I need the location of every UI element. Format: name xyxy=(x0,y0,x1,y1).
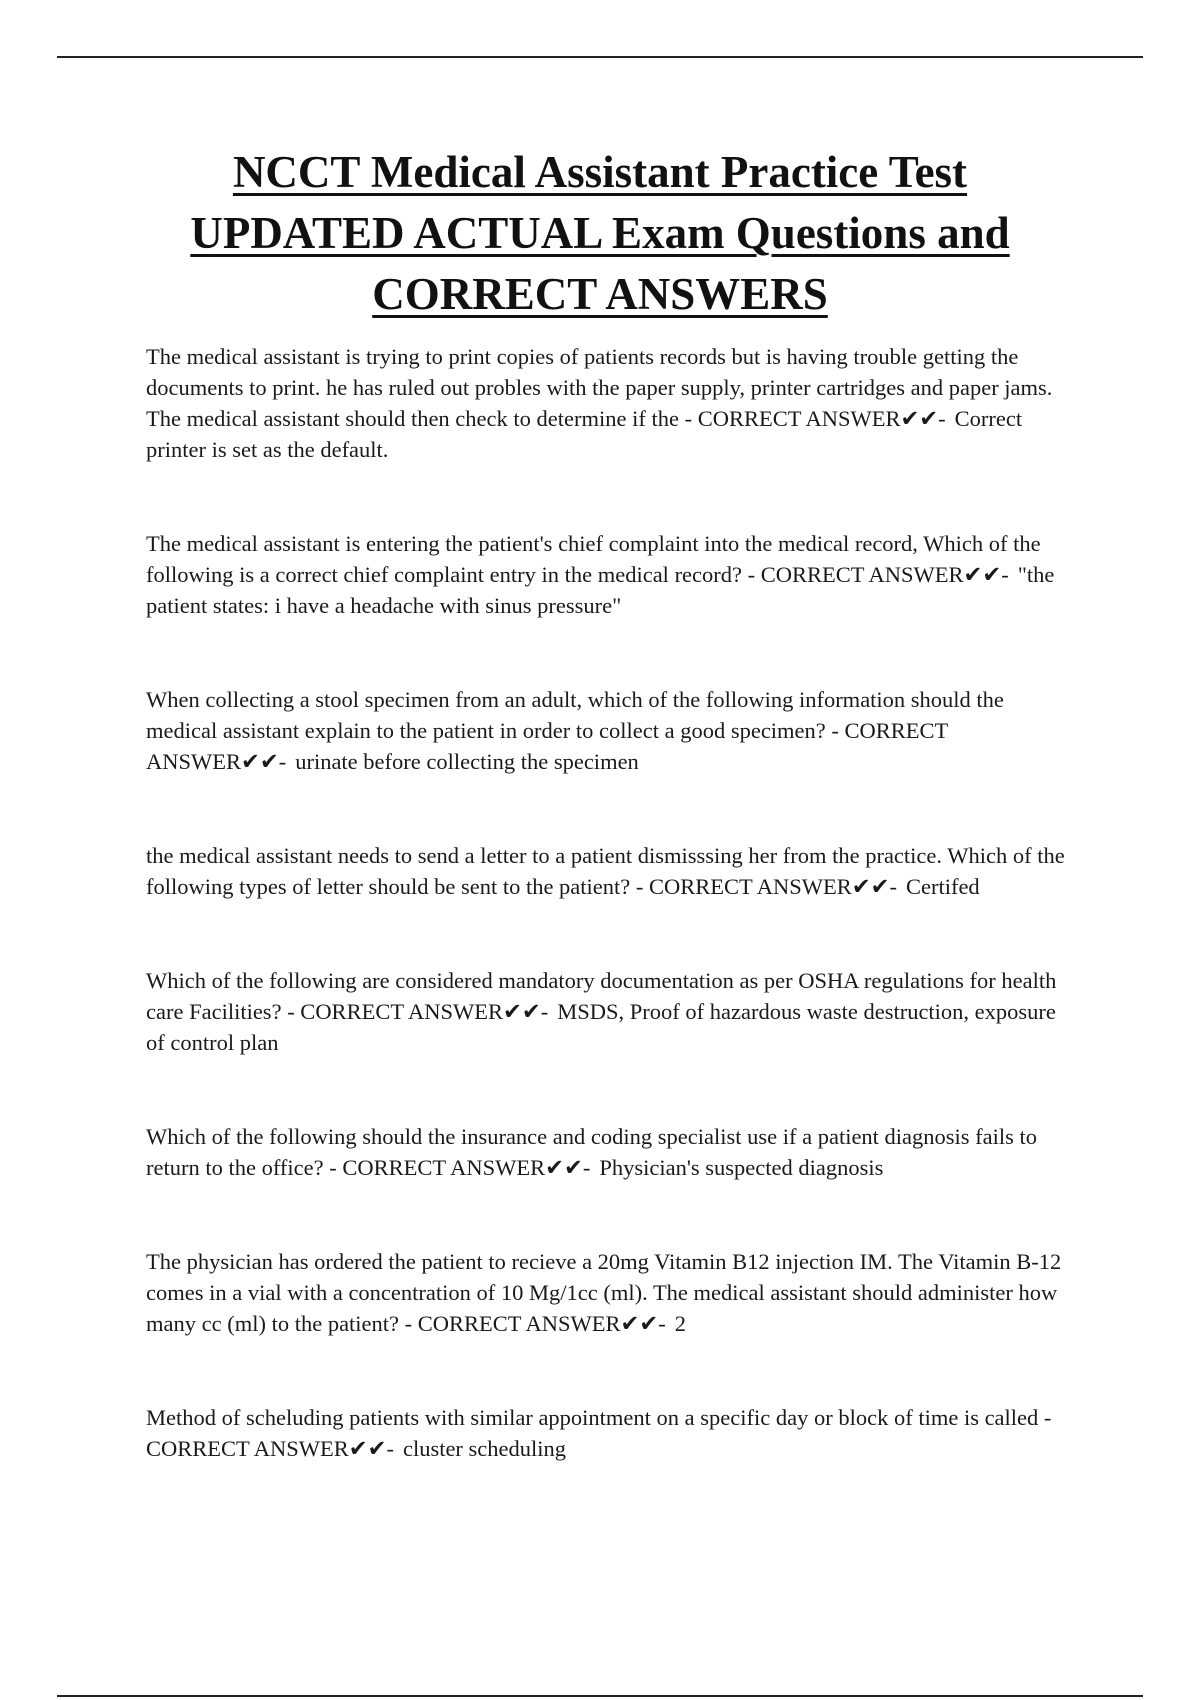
qa-item-8 xyxy=(146,1402,1066,1464)
qa-item-5 xyxy=(146,965,1066,1058)
question-text: Which of the following are considered mandatory documentation as per OSHA regulations for health care Facilities? xyxy=(146,968,1057,1024)
answer-text: MSDS, Proof of hazardous waste destruction, exposure of control plan xyxy=(146,999,1056,1055)
correct-answer-tag: - CORRECT ANSWER✔✔- xyxy=(404,1311,666,1336)
correct-answer-tag: - CORRECT ANSWER✔✔- xyxy=(684,406,946,431)
question-text: The medical assistant is entering the patient's chief complaint into the medical record, Which of the following is a correct chief complaint entry in the medical record? xyxy=(146,531,1041,587)
correct-answer-tag: - CORRECT ANSWER✔✔- xyxy=(329,1155,591,1180)
correct-answer-tag: - CORRECT ANSWER✔✔- xyxy=(635,874,897,899)
question-text: Method of scheluding patients with similar appointment on a specific day or block of time is called xyxy=(146,1405,1039,1430)
question-text: The medical assistant is trying to print copies of patients records but is having trouble getting the documents to print. he has ruled out probles with the paper supply, printer cartridges and paper jams. The medical assistant should then check to determine if the xyxy=(146,344,1053,431)
question-answer-list xyxy=(146,341,1066,1464)
title-line-3: CORRECT ANSWERS xyxy=(372,269,828,319)
qa-item-1 xyxy=(146,341,1066,465)
bottom-rule xyxy=(57,1695,1143,1697)
qa-item-2 xyxy=(146,528,1066,621)
correct-answer-tag: - CORRECT ANSWER✔✔- xyxy=(287,999,549,1024)
answer-text: Physician's suspected diagnosis xyxy=(599,1155,884,1180)
answer-text: urinate before collecting the specimen xyxy=(295,749,639,774)
answer-text: 2 xyxy=(674,1311,686,1336)
title-line-2: UPDATED ACTUAL Exam Questions and xyxy=(190,208,1010,258)
top-rule xyxy=(57,56,1143,58)
question-text: the medical assistant needs to send a letter to a patient dismisssing her from the practice. Which of the following types of letter should be sent to the patient? xyxy=(146,843,1065,899)
answer-text: cluster scheduling xyxy=(402,1436,567,1461)
correct-answer-tag: - CORRECT ANSWER✔✔- xyxy=(747,562,1009,587)
qa-item-7 xyxy=(146,1246,1066,1339)
title-line-1: NCCT Medical Assistant Practice Test xyxy=(232,147,968,197)
qa-item-3 xyxy=(146,684,1066,777)
qa-item-4 xyxy=(146,840,1066,902)
question-text: The physician has ordered the patient to recieve a 20mg Vitamin B12 injection IM. The Vitamin B-12 comes in a vial with a concentration of 10 Mg/1cc (ml). The medical assistant should administer how many cc (ml) to the patient? xyxy=(146,1249,1062,1336)
answer-text: Correct printer is set as the default. xyxy=(146,406,1023,462)
correct-answer-tag: - CORRECT ANSWER✔✔- xyxy=(146,718,948,774)
document-title xyxy=(100,142,1100,325)
qa-item-6 xyxy=(146,1121,1066,1183)
correct-answer-tag: - CORRECT ANSWER✔✔- xyxy=(146,1405,1052,1461)
answer-text: Certifed xyxy=(905,874,980,899)
question-text: When collecting a stool specimen from an adult, which of the following information should the medical assistant explain to the patient in order to collect a good specimen? xyxy=(146,687,1004,743)
question-text: Which of the following should the insurance and coding specialist use if a patient diagnosis fails to return to the office? xyxy=(146,1124,1038,1180)
answer-text: "the patient states: i have a headache with sinus pressure" xyxy=(146,562,1055,618)
